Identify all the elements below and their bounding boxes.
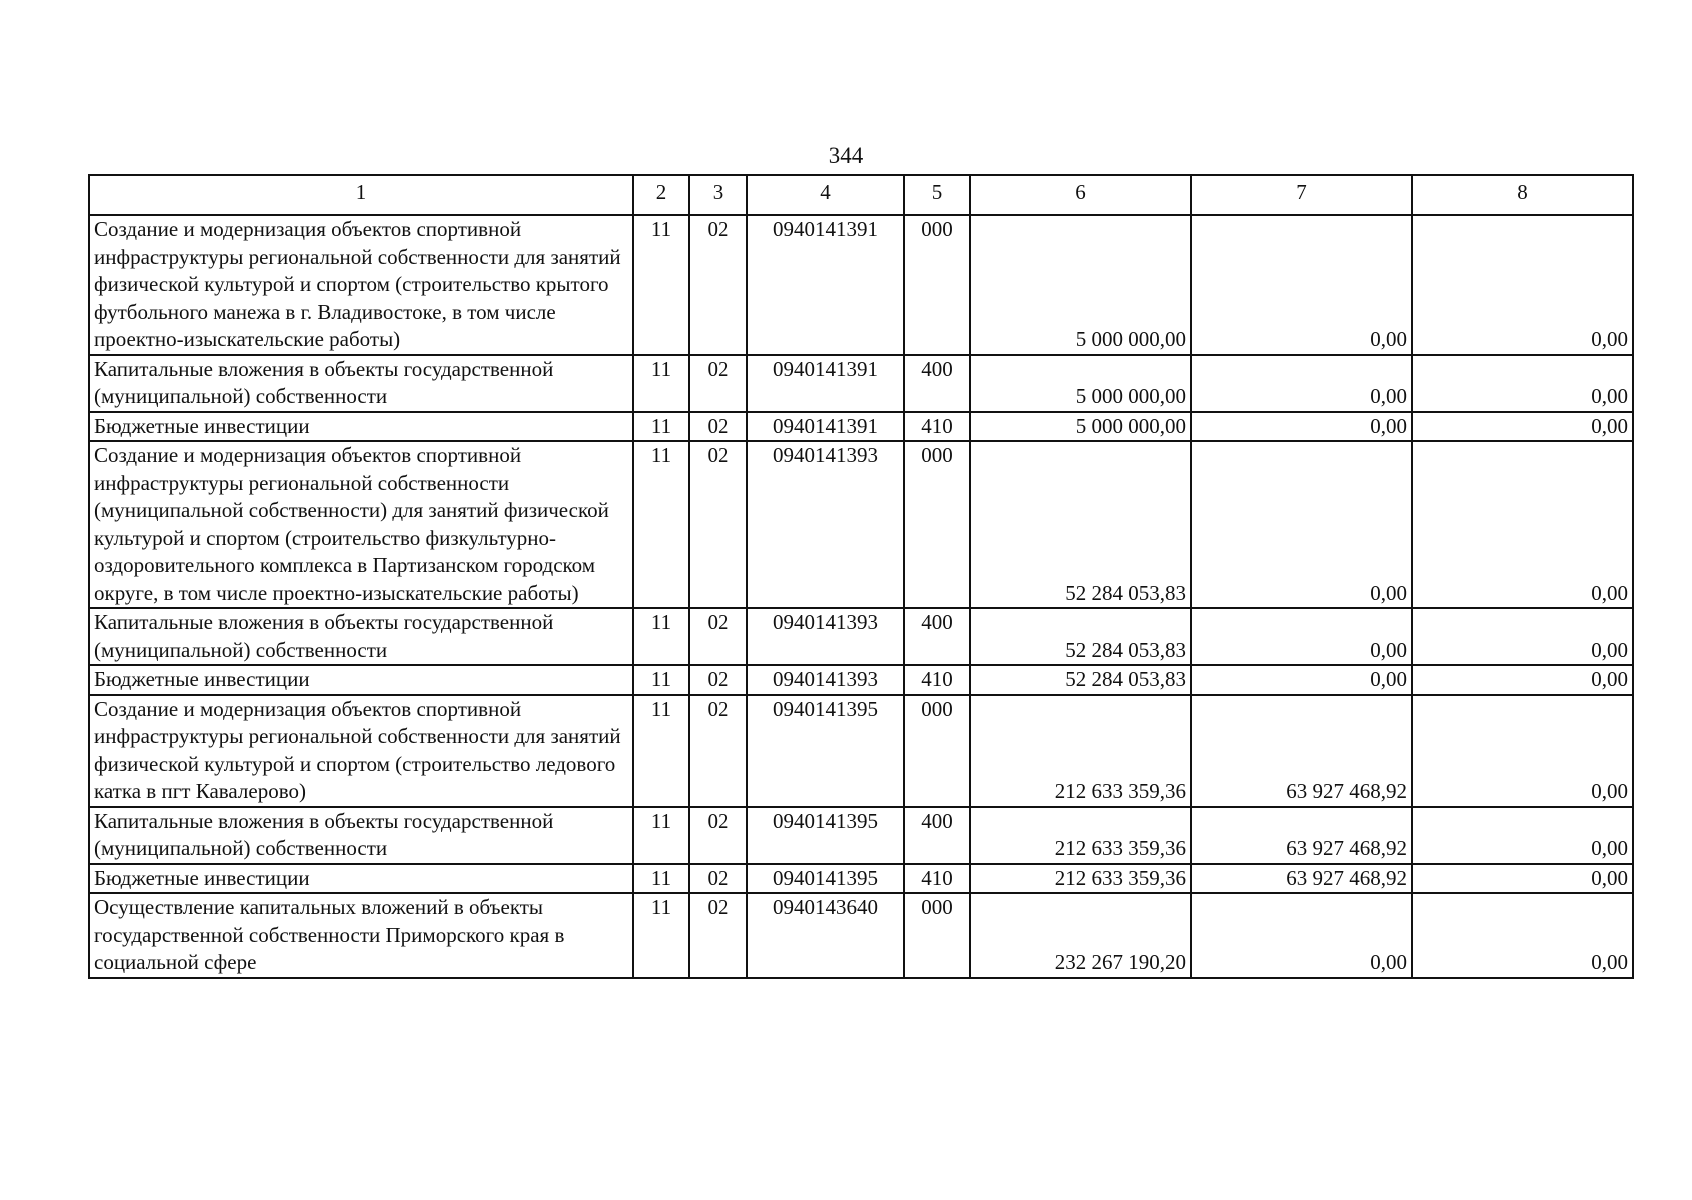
subsection-code: 02 (689, 695, 747, 807)
column-header-8: 8 (1412, 175, 1633, 215)
expense-type-code: 000 (904, 893, 970, 978)
amount-col-7: 0,00 (1191, 665, 1412, 695)
amount-col-7: 63 927 468,92 (1191, 695, 1412, 807)
target-article-code: 0940141393 (747, 441, 904, 608)
amount-col-6: 232 267 190,20 (970, 893, 1191, 978)
table-row (89, 215, 1633, 355)
budget-table (88, 174, 1634, 979)
column-header-6: 6 (970, 175, 1191, 215)
table-row (89, 893, 1633, 978)
section-code: 11 (633, 807, 689, 864)
row-description: Осуществление капитальных вложений в объекты государственной собственности Приморского края в социальной сфере (89, 893, 633, 978)
subsection-code: 02 (689, 215, 747, 355)
table-row (89, 695, 1633, 807)
amount-col-7: 0,00 (1191, 608, 1412, 665)
amount-col-7: 63 927 468,92 (1191, 807, 1412, 864)
subsection-code: 02 (689, 412, 747, 442)
amount-col-7: 63 927 468,92 (1191, 864, 1412, 894)
subsection-code: 02 (689, 441, 747, 608)
target-article-code: 0940141391 (747, 215, 904, 355)
expense-type-code: 410 (904, 665, 970, 695)
column-header-1: 1 (89, 175, 633, 215)
budget-table-body (89, 175, 1633, 978)
target-article-code: 0940141393 (747, 608, 904, 665)
expense-type-code: 400 (904, 608, 970, 665)
table-row (89, 665, 1633, 695)
subsection-code: 02 (689, 864, 747, 894)
table-row (89, 355, 1633, 412)
amount-col-8: 0,00 (1412, 355, 1633, 412)
section-code: 11 (633, 355, 689, 412)
amount-col-6: 52 284 053,83 (970, 441, 1191, 608)
amount-col-6: 52 284 053,83 (970, 608, 1191, 665)
row-description: Капитальные вложения в объекты государственной (муниципальной) собственности (89, 355, 633, 412)
amount-col-6: 52 284 053,83 (970, 665, 1191, 695)
row-description: Бюджетные инвестиции (89, 665, 633, 695)
column-header-4: 4 (747, 175, 904, 215)
subsection-code: 02 (689, 807, 747, 864)
table-row (89, 441, 1633, 608)
row-description: Бюджетные инвестиции (89, 412, 633, 442)
amount-col-8: 0,00 (1412, 412, 1633, 442)
amount-col-8: 0,00 (1412, 665, 1633, 695)
amount-col-6: 212 633 359,36 (970, 695, 1191, 807)
section-code: 11 (633, 864, 689, 894)
row-description: Капитальные вложения в объекты государственной (муниципальной) собственности (89, 608, 633, 665)
amount-col-8: 0,00 (1412, 807, 1633, 864)
amount-col-6: 212 633 359,36 (970, 864, 1191, 894)
section-code: 11 (633, 665, 689, 695)
amount-col-8: 0,00 (1412, 864, 1633, 894)
expense-type-code: 410 (904, 864, 970, 894)
expense-type-code: 000 (904, 215, 970, 355)
column-header-7: 7 (1191, 175, 1412, 215)
table-row (89, 807, 1633, 864)
subsection-code: 02 (689, 355, 747, 412)
column-header-2: 2 (633, 175, 689, 215)
target-article-code: 0940141395 (747, 807, 904, 864)
amount-col-8: 0,00 (1412, 215, 1633, 355)
expense-type-code: 000 (904, 695, 970, 807)
row-description: Создание и модернизация объектов спортивной инфраструктуры региональной собственности (муниципальной собственности) для занятий физической культурой и спортом (строительство физкультурно-оздоровительного комплекса в Партизанском городском округе, в том числе проектно-изыскательские работы) (89, 441, 633, 608)
expense-type-code: 400 (904, 355, 970, 412)
amount-col-7: 0,00 (1191, 355, 1412, 412)
target-article-code: 0940141391 (747, 355, 904, 412)
section-code: 11 (633, 215, 689, 355)
amount-col-6: 5 000 000,00 (970, 215, 1191, 355)
expense-type-code: 410 (904, 412, 970, 442)
amount-col-8: 0,00 (1412, 608, 1633, 665)
section-code: 11 (633, 608, 689, 665)
amount-col-8: 0,00 (1412, 893, 1633, 978)
table-row (89, 608, 1633, 665)
subsection-code: 02 (689, 608, 747, 665)
row-description: Капитальные вложения в объекты государственной (муниципальной) собственности (89, 807, 633, 864)
amount-col-6: 5 000 000,00 (970, 355, 1191, 412)
page-number: 344 (828, 143, 864, 168)
section-code: 11 (633, 695, 689, 807)
section-code: 11 (633, 412, 689, 442)
column-header-3: 3 (689, 175, 747, 215)
column-header-5: 5 (904, 175, 970, 215)
table-row (89, 864, 1633, 894)
row-description: Создание и модернизация объектов спортивной инфраструктуры региональной собственности для занятий физической культурой и спортом (строительство крытого футбольного манежа в г. Владивостоке, в том числе проектно-изыскательские работы) (89, 215, 633, 355)
table-header-row (89, 175, 1633, 215)
expense-type-code: 400 (904, 807, 970, 864)
amount-col-6: 5 000 000,00 (970, 412, 1191, 442)
subsection-code: 02 (689, 893, 747, 978)
row-description: Создание и модернизация объектов спортивной инфраструктуры региональной собственности для занятий физической культурой и спортом (строительство ледового катка в пгт Кавалерово) (89, 695, 633, 807)
amount-col-8: 0,00 (1412, 441, 1633, 608)
table-row (89, 412, 1633, 442)
expense-type-code: 000 (904, 441, 970, 608)
target-article-code: 0940141395 (747, 864, 904, 894)
amount-col-7: 0,00 (1191, 441, 1412, 608)
amount-col-6: 212 633 359,36 (970, 807, 1191, 864)
row-description: Бюджетные инвестиции (89, 864, 633, 894)
subsection-code: 02 (689, 665, 747, 695)
amount-col-8: 0,00 (1412, 695, 1633, 807)
target-article-code: 0940141393 (747, 665, 904, 695)
amount-col-7: 0,00 (1191, 893, 1412, 978)
section-code: 11 (633, 893, 689, 978)
target-article-code: 0940141391 (747, 412, 904, 442)
amount-col-7: 0,00 (1191, 215, 1412, 355)
target-article-code: 0940143640 (747, 893, 904, 978)
amount-col-7: 0,00 (1191, 412, 1412, 442)
target-article-code: 0940141395 (747, 695, 904, 807)
section-code: 11 (633, 441, 689, 608)
